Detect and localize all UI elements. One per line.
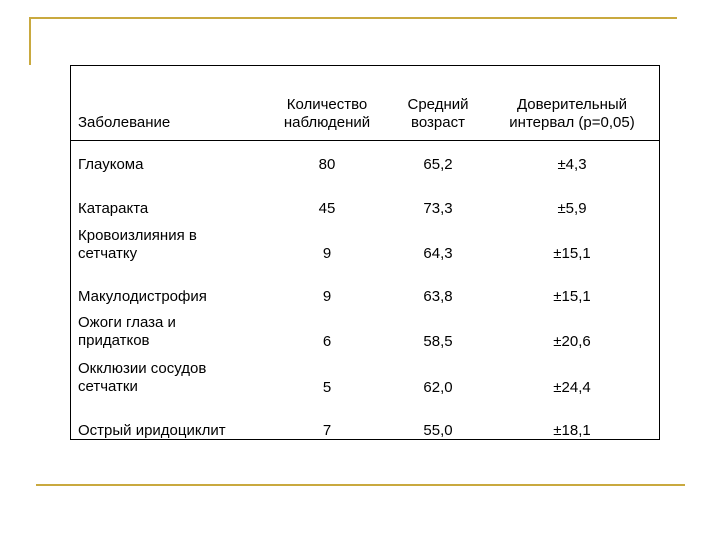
header-divider [70,140,660,141]
table-row-disease: Катаракта [78,200,149,217]
header-age-line-2: возраст [411,114,465,131]
header-interval-line-1: Доверительный [516,96,628,113]
header-age [392,96,484,132]
frame-left-rule [29,17,31,65]
table-row-interval: ±24,4 [553,379,591,396]
table-row-disease: Кровоизлияния в сетчатку [78,227,197,262]
table-row-count: 80 [318,156,336,173]
table-row-age: 73,3 [423,200,453,217]
table-row-age: 62,0 [423,379,453,396]
table-row-count: 45 [318,200,336,217]
table-row-count: 7 [322,422,332,439]
table-row-count: 5 [322,379,332,396]
table-row-age: 64,3 [423,245,453,262]
frame-bottom-rule [36,484,685,486]
header-count-line-1: Количество [286,96,368,113]
table-row-age: 55,0 [423,422,453,439]
header-age-line-1: Средний [407,96,469,113]
table-row-disease: Окклюзии сосудов сетчатки [78,360,207,395]
frame-top-rule [29,17,677,19]
table-row-disease: Ожоги глаза и придатков [78,314,176,349]
table-row-interval: ±15,1 [553,245,591,262]
table-row-interval: ±4,3 [557,156,587,173]
header-disease [78,114,258,132]
table-row-interval: ±15,1 [553,288,591,305]
table-row-age: 65,2 [423,156,453,173]
table-row-interval: ±5,9 [557,200,587,217]
table-row-interval: ±18,1 [553,422,591,439]
table-row-count: 9 [322,245,332,262]
header-disease-label: Заболевание [78,114,171,131]
table-row-age: 58,5 [423,333,453,350]
table-row-disease: Макулодистрофия [78,288,207,305]
table-row-disease: Глаукома [78,156,144,173]
table-row-count: 6 [322,333,332,350]
table-row-interval: ±20,6 [553,333,591,350]
table-row-count: 9 [322,288,332,305]
header-interval [484,96,660,132]
header-count-line-2: наблюдений [283,114,371,131]
table-row-age: 63,8 [423,288,453,305]
header-interval-line-2: интервал (р=0,05) [509,114,635,131]
table-row-disease: Острый иридоциклит [78,422,226,439]
header-count [262,96,392,132]
